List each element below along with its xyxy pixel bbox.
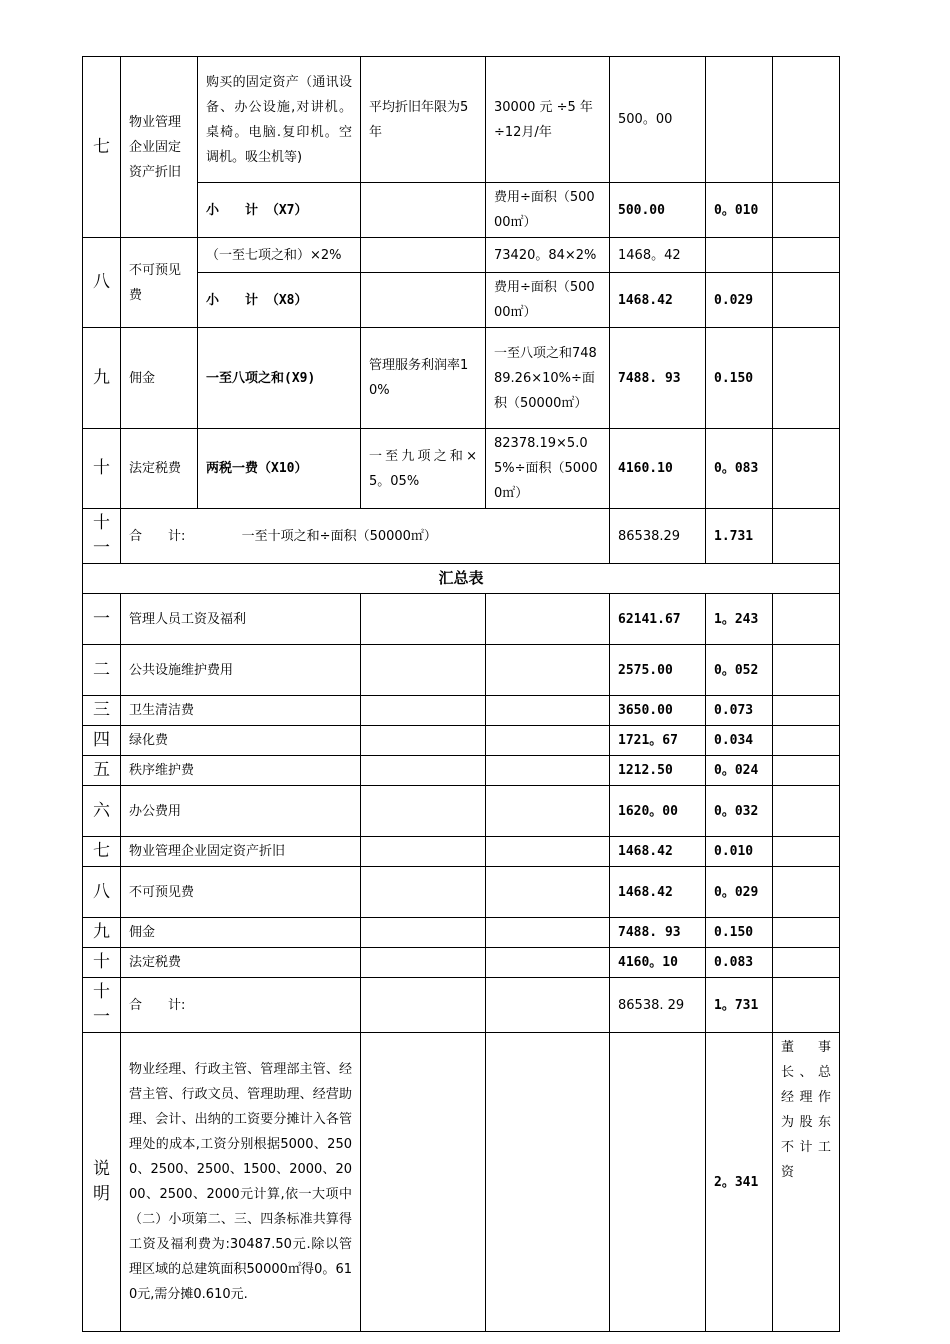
section-9-item: 一至八项之和(X9) bbox=[198, 328, 361, 429]
section-9-amount: 7488. 93 bbox=[610, 328, 706, 429]
section-7-no: 七 bbox=[83, 57, 121, 238]
section-9-basis: 管理服务利润率10% bbox=[361, 328, 486, 429]
summary-no: 五 bbox=[83, 756, 121, 786]
summary-name: 秩序维护费 bbox=[121, 756, 361, 786]
summary-unit: 0。029 bbox=[706, 867, 773, 918]
row-9 bbox=[83, 328, 840, 429]
summary-amount: 1721。67 bbox=[610, 726, 706, 756]
summary-row bbox=[83, 978, 840, 1033]
section-7-amount: 500。00 bbox=[610, 57, 706, 183]
row-11-total bbox=[83, 509, 840, 564]
summary-row bbox=[83, 837, 840, 867]
section-7-item: 购买的固定资产（通讯设备、办公设施,对讲机。桌椅。电脑.复印机。空调机。吸尘机等) bbox=[198, 57, 361, 183]
section-8-subtotal-amount: 1468.42 bbox=[610, 273, 706, 328]
note-remark: 董事长、总经理作为股东不计工资 bbox=[773, 1033, 840, 1332]
section-11-amount: 86538.29 bbox=[610, 509, 706, 564]
section-9-name: 佣金 bbox=[121, 328, 198, 429]
cost-table bbox=[82, 56, 840, 1332]
section-9-no: 九 bbox=[83, 328, 121, 429]
summary-no: 十一 bbox=[83, 978, 121, 1033]
row-10 bbox=[83, 429, 840, 509]
section-10-amount: 4160.10 bbox=[610, 429, 706, 509]
note-row bbox=[83, 1033, 840, 1332]
summary-title-row bbox=[83, 564, 840, 594]
summary-amount: 1468.42 bbox=[610, 867, 706, 918]
summary-amount: 7488. 93 bbox=[610, 918, 706, 948]
section-10-formula: 82378.19×5.05%÷面积（50000㎡） bbox=[486, 429, 610, 509]
summary-amount: 86538. 29 bbox=[610, 978, 706, 1033]
summary-name: 佣金 bbox=[121, 918, 361, 948]
summary-no: 四 bbox=[83, 726, 121, 756]
section-7-remark bbox=[773, 57, 840, 183]
summary-amount: 1620。00 bbox=[610, 786, 706, 837]
summary-name: 法定税费 bbox=[121, 948, 361, 978]
summary-name: 管理人员工资及福利 bbox=[121, 594, 361, 645]
summary-unit: 0.083 bbox=[706, 948, 773, 978]
section-7-subtotal-formula: 费用÷面积（50000㎡） bbox=[486, 183, 610, 238]
section-7-name: 物业管理企业固定资产折旧 bbox=[121, 57, 198, 238]
summary-row bbox=[83, 918, 840, 948]
summary-no: 八 bbox=[83, 867, 121, 918]
section-8-no: 八 bbox=[83, 238, 121, 328]
summary-name: 办公费用 bbox=[121, 786, 361, 837]
section-7-subtotal-label: 小 计 （X7） bbox=[198, 183, 361, 238]
section-8-subtotal-unit: 0.029 bbox=[706, 273, 773, 328]
row-7-item bbox=[83, 57, 840, 183]
section-10-no: 十 bbox=[83, 429, 121, 509]
summary-no: 九 bbox=[83, 918, 121, 948]
section-10-unit: 0。083 bbox=[706, 429, 773, 509]
summary-name: 绿化费 bbox=[121, 726, 361, 756]
summary-no: 三 bbox=[83, 696, 121, 726]
section-8-formula: 73420。84×2% bbox=[486, 238, 610, 273]
summary-row bbox=[83, 696, 840, 726]
total-label: 合 计: bbox=[129, 528, 186, 544]
section-7-basis: 平均折旧年限为5年 bbox=[361, 57, 486, 183]
section-11-no: 十一 bbox=[83, 509, 121, 564]
section-7-formula: 30000 元 ÷5 年÷12月/年 bbox=[486, 57, 610, 183]
summary-name: 不可预见费 bbox=[121, 867, 361, 918]
summary-title: 汇总表 bbox=[83, 564, 840, 594]
summary-unit: 0.010 bbox=[706, 837, 773, 867]
summary-unit: 1。243 bbox=[706, 594, 773, 645]
section-9-formula: 一至八项之和74889.26×10%÷面积（50000㎡） bbox=[486, 328, 610, 429]
summary-amount: 1212.50 bbox=[610, 756, 706, 786]
summary-unit: 0。032 bbox=[706, 786, 773, 837]
summary-amount: 4160。10 bbox=[610, 948, 706, 978]
summary-name: 公共设施维护费用 bbox=[121, 645, 361, 696]
summary-name: 合 计: bbox=[121, 978, 361, 1033]
section-11-unit: 1.731 bbox=[706, 509, 773, 564]
note-unit: 2。341 bbox=[706, 1033, 773, 1332]
summary-no: 六 bbox=[83, 786, 121, 837]
section-7-unit bbox=[706, 57, 773, 183]
summary-amount: 3650.00 bbox=[610, 696, 706, 726]
section-10-basis: 一至九项之和×5。05% bbox=[361, 429, 486, 509]
summary-no: 一 bbox=[83, 594, 121, 645]
section-8-subtotal-label: 小 计 （X8） bbox=[198, 273, 361, 328]
summary-row bbox=[83, 645, 840, 696]
summary-amount: 62141.67 bbox=[610, 594, 706, 645]
section-8-subtotal-formula: 费用÷面积（50000㎡） bbox=[486, 273, 610, 328]
section-8-name: 不可预见费 bbox=[121, 238, 198, 328]
summary-row bbox=[83, 594, 840, 645]
summary-unit: 0.073 bbox=[706, 696, 773, 726]
summary-row bbox=[83, 948, 840, 978]
summary-row bbox=[83, 726, 840, 756]
summary-name: 物业管理企业固定资产折旧 bbox=[121, 837, 361, 867]
note-text: 物业经理、行政主管、管理部主管、经营主管、行政文员、管理助理、经营助理、会计、出纳的工资要分摊计入各管理处的成本,工资分别根据5000、2500、2500、2500、1500、2000、2000、2500、2000元计算,依一大项中（二）小项第二、三、四条标准共算得工资及福利费为:30487.50元.除以管理区域的总建筑面积50000㎡得0。610元,需分摊0.610元. bbox=[121, 1033, 361, 1332]
summary-row bbox=[83, 786, 840, 837]
section-7-subtotal-unit: 0。010 bbox=[706, 183, 773, 238]
summary-no: 二 bbox=[83, 645, 121, 696]
section-10-name: 法定税费 bbox=[121, 429, 198, 509]
total-desc: 一至十项之和÷面积（50000㎡） bbox=[241, 528, 437, 544]
section-11-label bbox=[121, 509, 610, 564]
summary-no: 七 bbox=[83, 837, 121, 867]
section-8-amount: 1468。42 bbox=[610, 238, 706, 273]
summary-row bbox=[83, 867, 840, 918]
summary-unit: 1。731 bbox=[706, 978, 773, 1033]
summary-name: 卫生清洁费 bbox=[121, 696, 361, 726]
section-7-subtotal-amount: 500.00 bbox=[610, 183, 706, 238]
summary-row bbox=[83, 756, 840, 786]
section-8-item: （一至七项之和）×2% bbox=[198, 238, 361, 273]
summary-amount: 2575.00 bbox=[610, 645, 706, 696]
summary-no: 十 bbox=[83, 948, 121, 978]
summary-unit: 0。052 bbox=[706, 645, 773, 696]
summary-unit: 0。024 bbox=[706, 756, 773, 786]
note-label: 说明 bbox=[83, 1033, 121, 1332]
section-10-item: 两税一费（X10） bbox=[198, 429, 361, 509]
row-8-item bbox=[83, 238, 840, 273]
summary-unit: 0.034 bbox=[706, 726, 773, 756]
section-9-unit: 0.150 bbox=[706, 328, 773, 429]
summary-unit: 0.150 bbox=[706, 918, 773, 948]
summary-amount: 1468.42 bbox=[610, 837, 706, 867]
